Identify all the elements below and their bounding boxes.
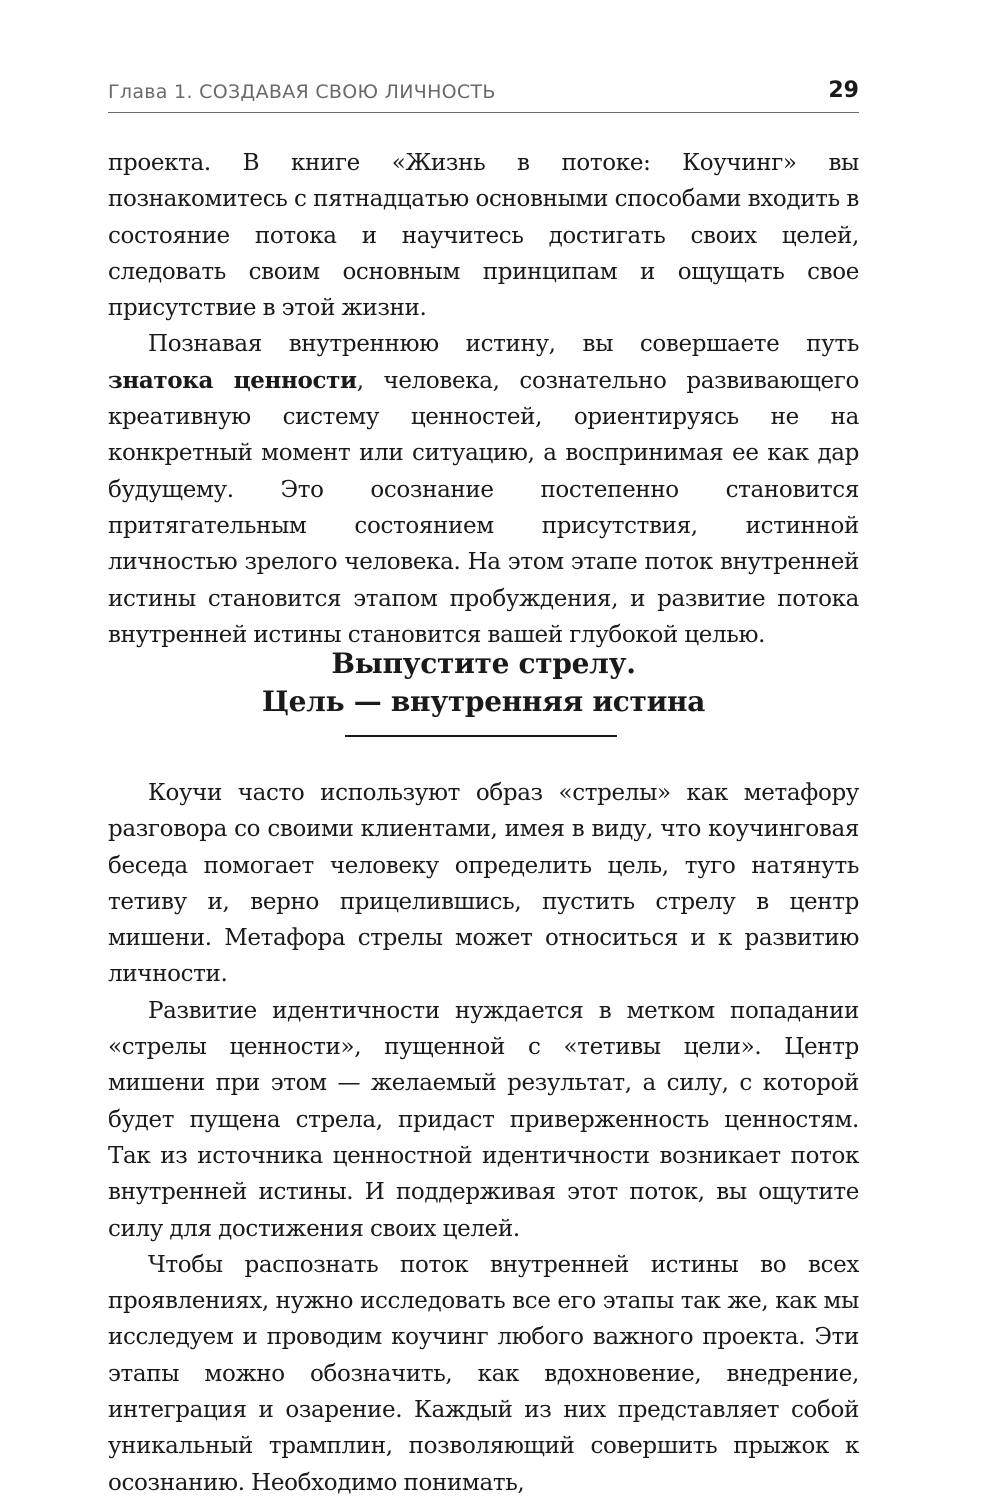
- paragraph-text: , человека, сознательно развивающего креативную систему ценностей, ориентируясь не на конкретный момент или ситуацию, а воспринимая ее как дар будущему. Это осознание постепенно становится притягательным состоянием присутствия, истинной личностью зрелого человека. На этом этапе поток внутренней истины становится этапом пробуждения, и развитие потока внутренней истины становится вашей глубокой целью.: [108, 367, 859, 648]
- section-heading: [108, 645, 859, 721]
- paragraph-flow-stages: Чтобы распознать поток внутренней истины во всех проявлениях, нужно исследовать все его этапы так же, как мы исследуем и проводим коучинг любого важного проекта. Эти этапы можно обозначить, как вдохновение, внедрение, интеграция и озарение. Каждый из них представляет собой уникальный трамплин, позволяющий совершить прыжок к осознанию. Необходимо понимать,: [108, 1251, 859, 1496]
- paragraph-identity-development: Развитие идентичности нуждается в метком попадании «стрелы ценности», пущенной с «тетивы цели». Центр мишени при этом — желаемый результат, а силу, с которой будет пущена стрела, придаст приверженность ценностям. Так из источника ценностной идентичности возникает поток внутренней истины. И поддерживая этот поток, вы ощутите силу для достижения своих целей.: [108, 997, 859, 1242]
- bold-term: знатока ценности: [108, 366, 357, 394]
- paragraph-continuation: проекта. В книге «Жизнь в потоке: Коучинг» вы познакомитесь с пятнадцатью основными способами входить в состояние потока и научитесь достигать своих целей, следовать своим основным принципам и ощущать свое присутствие в этой жизни.: [108, 150, 859, 322]
- top-text-block: [108, 145, 859, 653]
- chapter-running-title: Глава 1. СОЗДАВАЯ СВОЮ ЛИЧНОСТЬ: [108, 81, 496, 103]
- paragraph-text: Познавая внутреннюю истину, вы совершаете путь: [148, 331, 859, 358]
- page-number: 29: [828, 78, 859, 103]
- running-header: [108, 80, 859, 113]
- section-text-block: [108, 775, 859, 1501]
- heading-divider: [345, 735, 617, 737]
- paragraph-value-connoisseur: [108, 326, 859, 653]
- section-heading-line-1: Выпустите стрелу.: [331, 647, 636, 680]
- paragraph-arrow-metaphor: Коучи часто используют образ «стрелы» как метафору разговора со своими клиентами, имея в виду, что коучинговая беседа помогает человеку определить цель, туго натянуть тетиву и, верно прицелившись, пустить стрелу в центр мишени. Метафора стрелы может относиться и к развитию личности.: [108, 780, 859, 988]
- section-heading-line-2: Цель — внутренняя истина: [261, 685, 706, 718]
